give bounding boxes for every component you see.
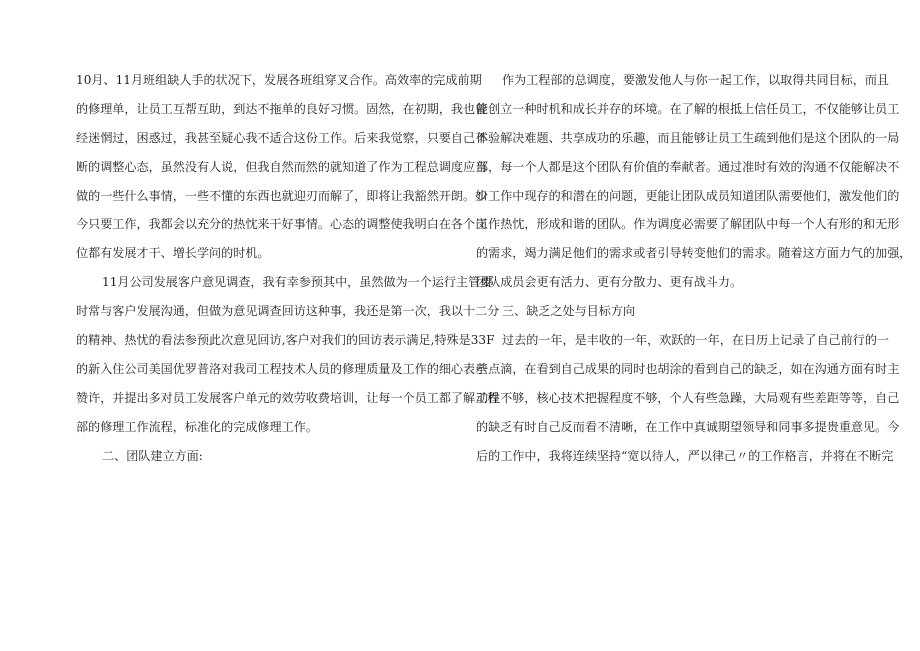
text-line: 后的工作中，我将连续坚持“宽以待人，严以律己〃的工作格言，并将在不断完 (476, 448, 894, 463)
section-heading: 二、团队建立方面: (102, 448, 203, 463)
text-line: 的精神、热忧的看法参预此次意见回访,客户对我们的回访表示满足,特殊是33F (76, 333, 495, 348)
text-line: 今只要工作，我都会以充分的热忱来干好事情。心态的调整使我明白在各个岗 (76, 217, 488, 232)
text-line: 过去的一年，是丰收的一年，欢跃的一年，在日历上记录了自己前行的一 (502, 333, 890, 348)
text-line: 断的调整心态，虽然没有人说，但我自然而然的就知道了作为工程总调度应当 (76, 159, 488, 174)
text-line: 的需求，竭力满足他们的需求或者引导转变他们的需求。随着这方面力气的加强， (476, 246, 912, 261)
text-line: 10月、11月班组缺人手的状况下，发展各班组穿叉合作。高效率的完成前期 (76, 73, 482, 87)
text-line: 动性不够，核心技术把握程度不够，个人有些急躁，大局观有些差距等等，自己 (476, 390, 900, 405)
text-line: 位都有发展才干、增长学问的时机。 (76, 246, 270, 261)
text-line: 部的修理工作流程，标准化的完成修理工作。 (76, 419, 318, 434)
left-column (76, 66, 500, 470)
text-line: 11月公司发展客户意见调查，我有幸参预其中，虽然做为一个运行主管要 (102, 275, 493, 290)
text-line: 的新入住公司美国优罗普洛对我司工程技术人员的修理质量及工作的细心表示 (76, 361, 488, 376)
text-line: 团队成员会更有活力、更有分散力、更有战斗力。 (476, 275, 743, 290)
text-line: 的缺乏有时自己反而看不清晰，在工作中真诚期望领导和同事多提贵重意见。今 (476, 419, 900, 434)
text-line: 能创立一种时机和成长并存的环境。在了解的根抵上信任员工，不仅能够让员工 (476, 101, 900, 116)
text-line: 做的一些什么事情，一些不懂的东西也就迎刃而解了，即将让我豁然开朗。如 (76, 188, 488, 203)
text-line: 部，每一个人都是这个团队有价值的奉献者。通过准时有效的沟通不仅能解决不 (476, 159, 900, 174)
text-line: 的修理单，让员工互帮互助，到达不拖单的良好习惯。固然，在初期，我也曾 (76, 101, 488, 116)
text-line: 经迷惘过，困惑过，我甚至疑心我不适合这份工作。后来我觉察，只要自己不 (76, 130, 488, 145)
right-column (476, 66, 912, 470)
section-heading: 三、缺乏之处与目标方向 (502, 304, 636, 319)
text-line: 时常与客户发展沟通，但做为意见调查回访这种事，我还是第一次，我以十二分 (76, 304, 500, 319)
text-line: 体验解决难题、共享成功的乐趣，而且能够让员工生疏到他们是这个团队的一局 (476, 130, 900, 145)
text-line: 些点滴，在看到自己成果的同时也胡涂的看到自己的缺乏，如在沟通方面有时主 (476, 361, 900, 376)
text-line: 少工作中现存的和潜在的问题，更能让团队成员知道团队需要他们，激发他们的 (476, 188, 900, 203)
text-line: 赞许，并提出多对员工发展客户单元的效劳收费培训，让每一个员工都了解工程 (76, 390, 500, 405)
text-line: 作为工程部的总调度，要激发他人与你一起工作，以取得共同目标，而且 (502, 73, 890, 87)
text-line: 工作热忱，形成和谐的团队。作为调度必需要了解团队中每一个人有形的和无形 (476, 217, 900, 232)
